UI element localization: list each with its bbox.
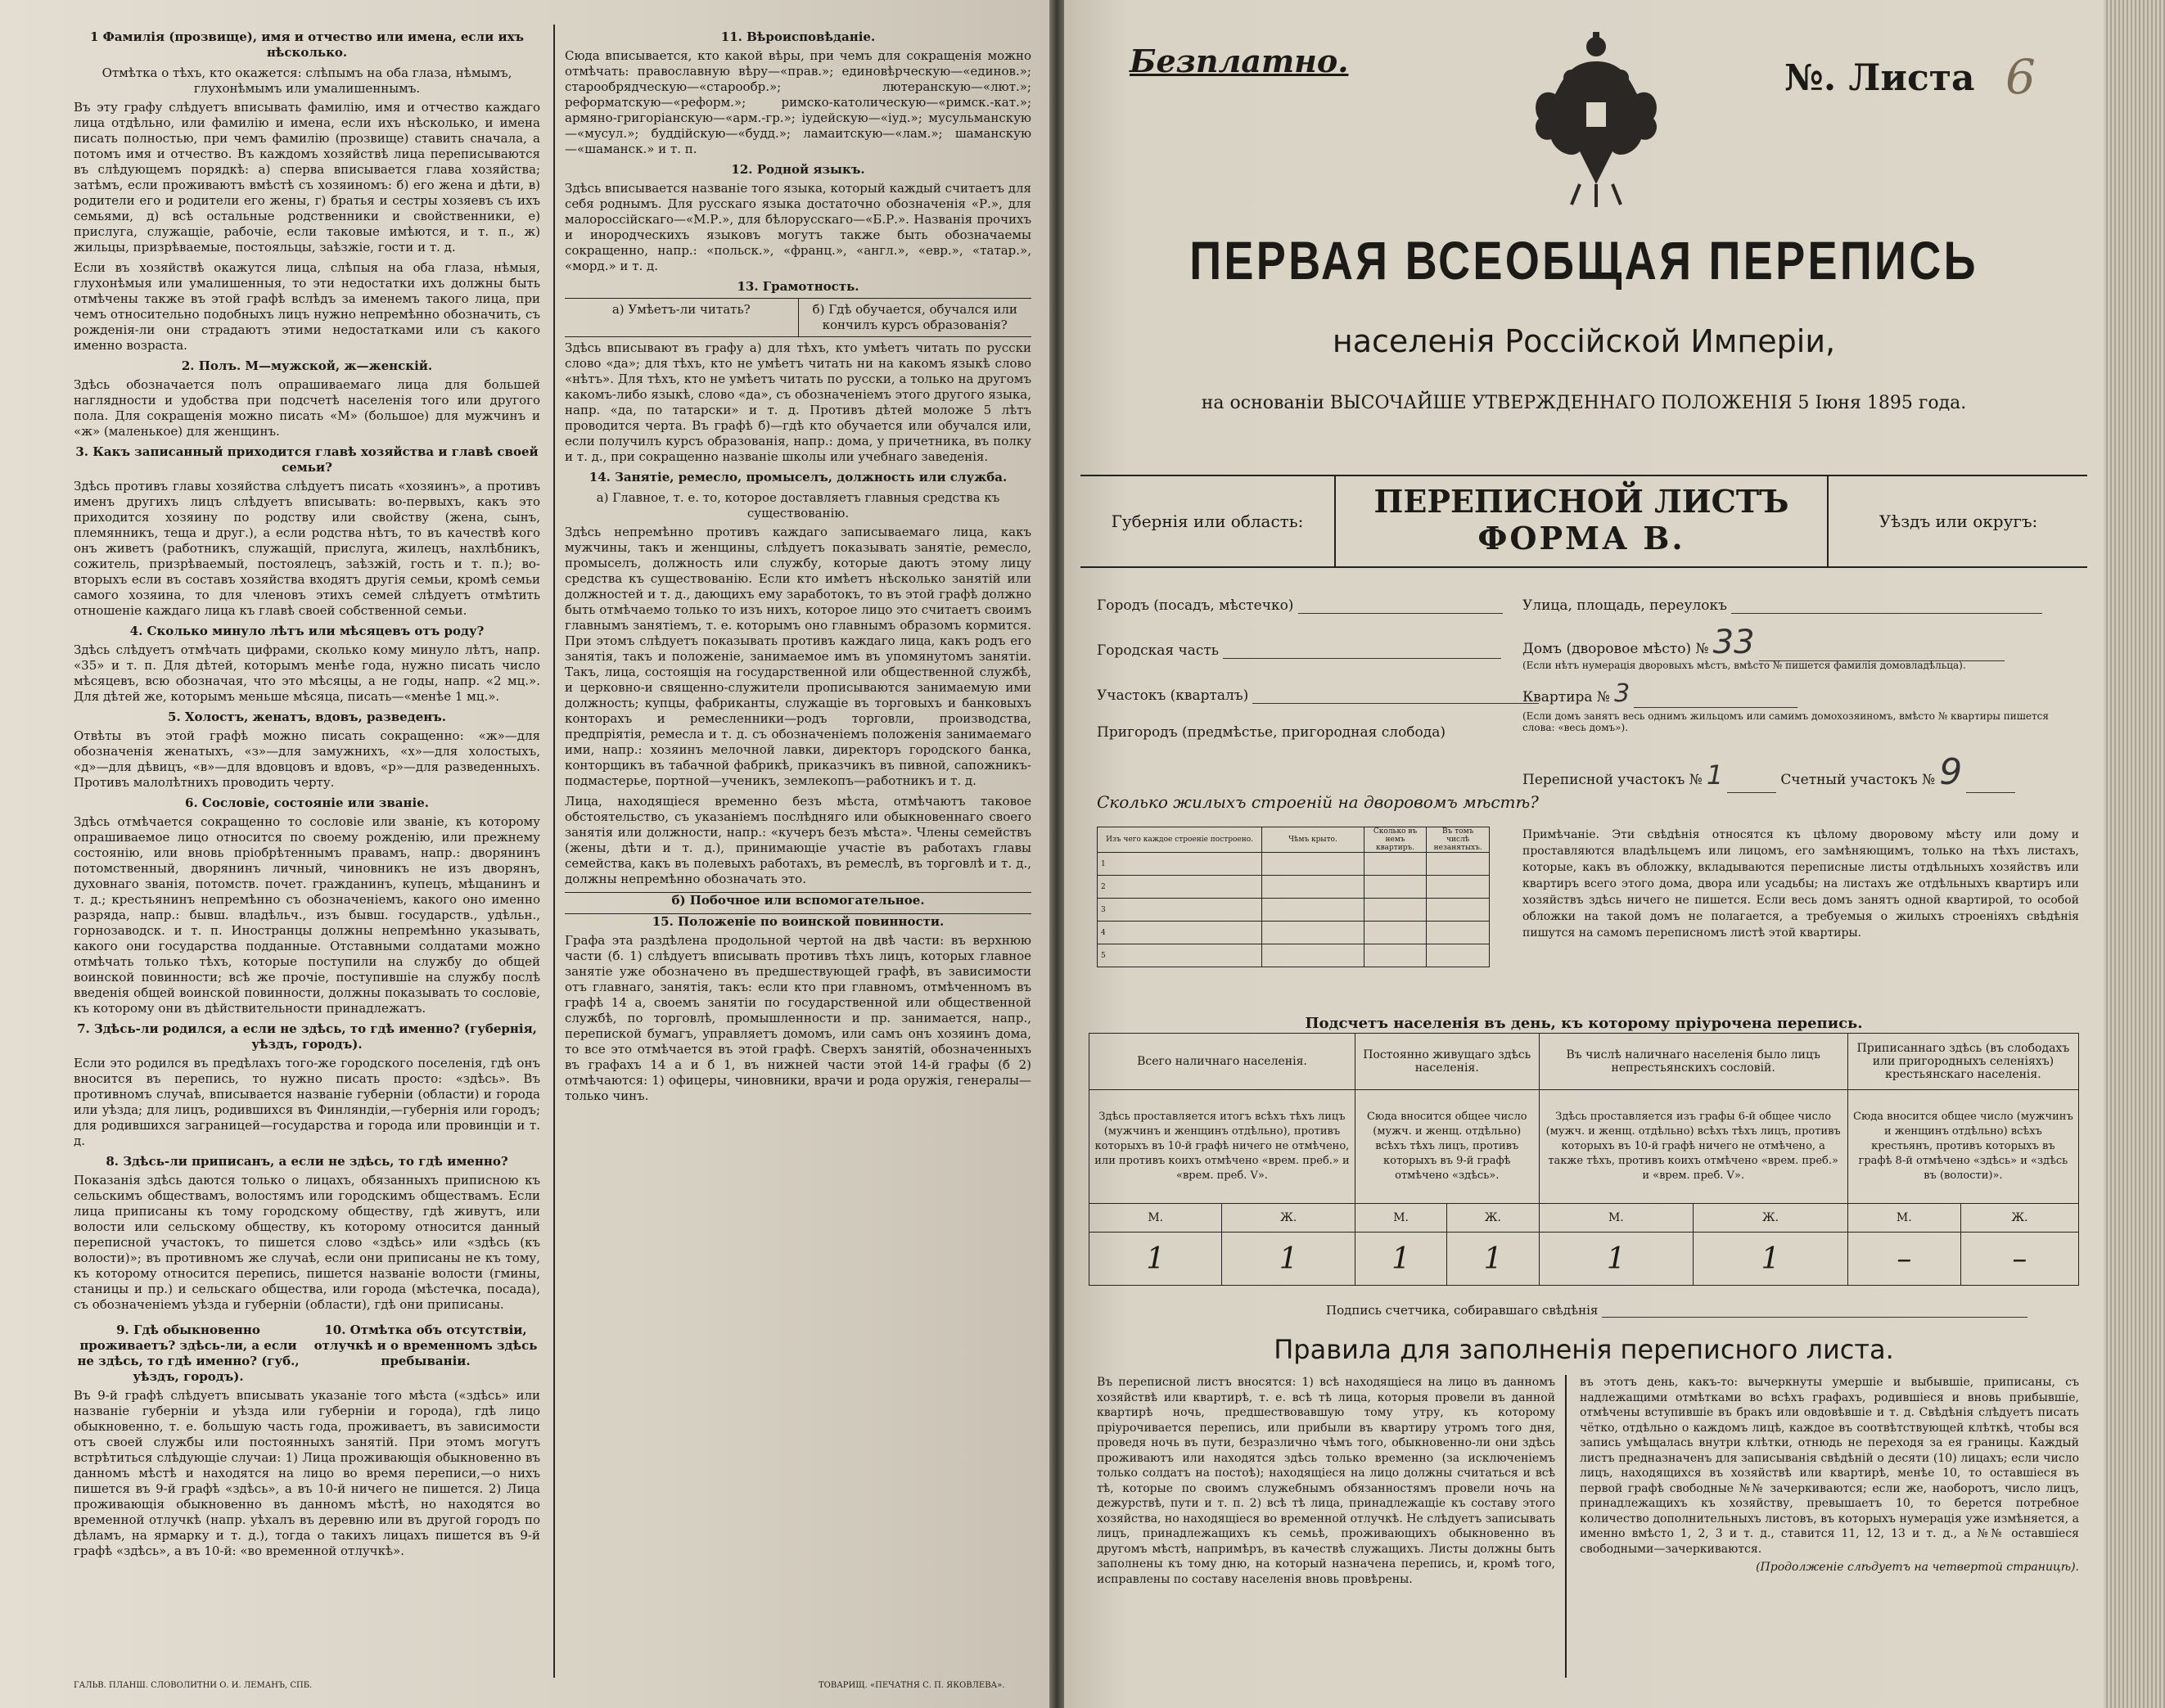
table-row bbox=[1098, 922, 1490, 944]
q14-heading: 14. Занятіе, ремесло, промыселъ, должность или служба. bbox=[589, 470, 1008, 484]
q8-heading: 8. Здѣсь-ли приписанъ, а если не здѣсь, то гдѣ именно? bbox=[106, 1154, 508, 1169]
q4-text: Здѣсь слѣдуетъ отмѣчать цифрами, сколько кому минуло лѣтъ, напр. «35» и т. п. Для дѣтей, которымъ менѣе года, нужно писать число мѣсяцевъ, всю обозначая, что это мѣсяцы, а не годы, напр. «2 мц.». Для дѣтей же, которымъ меньше мѣсяца, писать—«менѣе 1 мц.». bbox=[74, 642, 540, 704]
house-field[interactable] bbox=[1522, 624, 2005, 661]
male-label: М. bbox=[1355, 1204, 1446, 1233]
signature-field[interactable] bbox=[1326, 1303, 2027, 1318]
table-cell[interactable] bbox=[1364, 922, 1427, 944]
q3-text: Здѣсь противъ главы хозяйства слѣдуетъ писать «хозяинъ», а противъ именъ другихъ лицъ слѣдуетъ вписывать: во-первыхъ, какъ это приходится хозяину по родству или свойству (жена, сынъ, племянникъ, теща и друг.), а если родства нѣтъ, то въ качествѣ кого онъ живетъ (работникъ, служащій, прислуга, жилецъ, нахлѣбникъ, сожитель, призрѣваемый, постоялецъ, заѣзжій, гость и т. п.); во-вторыхъ если въ составъ хозяйства входятъ другія семьи, кромѣ семьи самого хозяина, то для членовъ этихъ семей слѣдуетъ отмѣтить отношеніе каждаго лица къ главѣ своей собственной семьи. bbox=[74, 479, 540, 618]
rules-right-text: въ этотъ день, какъ-то: вычеркнуты умершіе и выбывшіе, приписаны, съ надлежащими отмѣтками во всѣхъ графахъ, родившіеся и вновь прибывшіе, отмѣчены вступившіе въ бракъ или овдовѣвшіе и т. д. Свѣдѣнія слѣдуетъ писать чётко, отдѣльно о каждомъ лицѣ, каждое въ соотвѣтствующей клѣткѣ, чтобы вся запись умѣщалась внутри клѣтки, отнюдь не переходя за ея границы. Каждый листъ предназначенъ для записыванія свѣдѣній о десяти (10) лицахъ; если число лицъ, находящихся въ хозяйствѣ или квартирѣ, менѣе 10, то оставшіеся въ первой графѣ свободные №№ зачеркиваются; если же, наоборотъ, число лицъ, принадлежащихъ къ хозяйству, превышаетъ 10, то берется потребное количество дополнительныхъ листовъ, въ которыхъ нумерація уже измѣняется, а именно вмѣсто 1, 2, 3 и т. д., ставится 11, 12, 13 и т. д., а №№ оставшіеся свободными—зачеркиваются. bbox=[1580, 1376, 2079, 1556]
q8-text: Показанія здѣсь даются только о лицахъ, обязанныхъ приписною къ сельскимъ обществамъ, волостямъ или городскимъ обществамъ. Если лица приписаны къ тому городскому обществу, гдѣ живутъ, или волости или сельскому обществу, къ которому относится данный переписной участокъ, то пишется слово «здѣсь» или «здѣсь (къ волости)»; въ противномъ же случаѣ, если они приписаны не къ тому, къ которому относится перепись, пишется названіе волости (гмины, станицы и пр.) и сельскаго общества, или города (мѣстечка, посада), съ обозначеніемъ уѣзда и губерніи (области), гдѣ они приписаны. bbox=[74, 1173, 540, 1312]
q4-heading: 4. Сколько минуло лѣтъ или мѣсяцевъ отъ роду? bbox=[129, 624, 485, 638]
q13a-subheading: а) Умѣетъ-ли читать? bbox=[565, 299, 799, 336]
table-cell[interactable] bbox=[1364, 853, 1427, 876]
q5-heading: 5. Холостъ, женатъ, вдовъ, разведенъ. bbox=[168, 710, 446, 724]
q6-heading: 6. Сословіе, состояніе или званіе. bbox=[185, 795, 429, 810]
row-number: 1 bbox=[1098, 853, 1262, 876]
count-value[interactable]: 1 bbox=[1447, 1233, 1539, 1286]
signature-line bbox=[1602, 1304, 2027, 1318]
sheet-number-label: №. Листа bbox=[1784, 57, 1975, 99]
buildings-question: Сколько жилыхъ строеній на дворовомъ мѣстѣ? bbox=[1097, 792, 1539, 812]
table-cell[interactable] bbox=[1364, 876, 1427, 899]
q14a-subheading: а) Главное, т. е. то, которое доставляетъ главныя средства къ существованію. bbox=[596, 490, 1000, 521]
buildings-table-header bbox=[1098, 827, 1490, 853]
rules-right-column bbox=[1580, 1375, 2079, 1575]
count-desc-present: Здѣсь проставляется итогъ всѣхъ тѣхъ лицъ (мужчинъ и женщинъ отдѣльно), противъ которыхъ въ 10-й графѣ ничего не отмѣчено, или противъ коихъ отмѣчено «врем. преб.» и «врем. преб. V». bbox=[1089, 1090, 1355, 1204]
table-row bbox=[1098, 853, 1490, 876]
q9-heading: 9. Гдѣ обыкновенно проживаетъ? здѣсь-ли, а если не здѣсь, то гдѣ именно? (губ., уѣздъ, городъ). bbox=[77, 1323, 300, 1384]
block-line bbox=[1252, 690, 1539, 704]
female-label: Ж. bbox=[1694, 1204, 1848, 1233]
house-hint: (Если нѣтъ нумерація дворовыхъ мѣстъ, вмѣсто № пишется фамилія домовладѣльца). bbox=[1522, 660, 1966, 671]
form-title-block bbox=[1336, 476, 1829, 566]
table-row bbox=[1098, 876, 1490, 899]
city-part-field[interactable] bbox=[1097, 642, 1501, 659]
free-label: Безплатно. bbox=[1130, 43, 1349, 79]
q3-heading: 3. Какъ записанный приходится главѣ хозяйства и главѣ своей семьи? bbox=[75, 444, 539, 475]
count-sex-row bbox=[1089, 1204, 2079, 1233]
table-cell[interactable] bbox=[1262, 876, 1364, 899]
table-row bbox=[1098, 899, 1490, 922]
q15-text: Графа эта раздѣлена продольной чертой на двѣ части: въ верхнюю части (б. 1) слѣдуетъ вписывать противъ тѣхъ лицъ, которых главное занятіе уже обозначено въ предшествующей графѣ, въ зависимости отъ главнаго, занятія, такъ: если кто при главномъ, отмѣченномъ въ графѣ 14 а, своемъ занятіи по государственной или общественной службѣ, по торговлѣ, промышленности и пр. занимается, напр., перепиской бумагъ, управляетъ домомъ, или самъ онъ хозяинъ дома, то все это отмѣчается въ этой графѣ. Сверхъ занятій, обозначенныхъ въ графахъ 14 а и б 1, въ нижней части этой 14-й графы (б 2) отмѣчаются: 1) офицеры, чиновники, врачи и рода оружія, генералы—только чинъ. bbox=[565, 933, 1031, 1103]
count-value[interactable]: – bbox=[1960, 1233, 2078, 1286]
city-part-line bbox=[1223, 645, 1501, 659]
count-title: Подсчетъ населенія въ день, къ которому пріурочена перепись. bbox=[1305, 1015, 1863, 1032]
house-number-value: 33 bbox=[1712, 624, 1755, 661]
rules-left-column: Въ переписной листъ вносятся: 1) всѣ находящіеся на лицо въ данномъ хозяйствѣ или квартирѣ, т. е. всѣ тѣ лица, которыя провели въ данной квартирѣ ночь, предшествовавшую тому утру, къ которому пріурочивается перепись, или прибыли въ квартиру утромъ того дня, проведя ночь въ пути, безразлично чѣмъ того, обыкновенно-ли они здѣсь проживаютъ или находятся здѣсь только временно (за исключеніемъ только солдатъ на постоѣ); находящіеся на лицо должны считаться и всѣ тѣ, которые по своимъ служебнымъ обязанностямъ провели ночь на дежурствѣ, пути и т. п. 2) всѣ тѣ лица, принадлежащіе къ составу этого хозяйства, но находящіеся во временной отлучкѣ. Не слѣдуетъ записывать лицъ, принадлежащихъ къ семьѣ, проживающихъ обыкновенно въ другомъ мѣстѣ, напримѣръ, въ качествѣ служащихъ. Листы должны быть заполнены къ тому дню, на который назначена перепись, и, кромѣ того, исправлены по составу населенія вновь провѣрены. bbox=[1097, 1376, 1555, 1586]
form-letter: ФОРМА В. bbox=[1477, 520, 1685, 557]
rules-divider bbox=[1565, 1375, 1567, 1678]
row-number: 4 bbox=[1098, 922, 1262, 944]
page-edges bbox=[2104, 0, 2165, 1708]
left-column-a bbox=[74, 25, 540, 1564]
q11-text: Сюда вписывается, кто какой вѣры, при чемъ для сокращенія можно отмѣчать: православную вѣру—«прав.»; единовѣрческую—«единов.»; старообрядческую—«старообр.»; лютеранскую—«лют.»; реформатскую—«реформ.»; римско-католическую—«римск.-кат.»; армяно-григоріанскую—«арм.-гр.»; іудейскую—«іуд.»; мусульманскую—«мусул.»; буддійскую—«будд.»; ламаитскую—«лам.»; шаманскую—«шаманск.» и т. п. bbox=[565, 48, 1031, 156]
q14b-heading: б) Побочное или вспомогательное. bbox=[565, 892, 1031, 908]
male-label: М. bbox=[1847, 1204, 1960, 1233]
q12-text: Здѣсь вписывается названіе того языка, который каждый считаетъ для себя роднымъ. Для русскаго языка достаточно обозначенія «Р.», для малороссійскаго—«М.Р.», для бѣлорусскаго—«Б.Р.». Названія прочихъ и инородческихъ языковъ могутъ также быть обозначаемы сокращенно, напр.: «польск.», «франц.», «англ.», «евр.», «татар.», «морд.» и т. д. bbox=[565, 181, 1031, 273]
table-cell[interactable] bbox=[1427, 922, 1490, 944]
apartment-field[interactable] bbox=[1522, 679, 1797, 708]
street-line bbox=[1731, 600, 2042, 614]
double-headed-eagle-icon bbox=[1522, 29, 1670, 209]
count-value[interactable]: 1 bbox=[1355, 1233, 1446, 1286]
buildings-note: Примѣчаніе. Эти свѣдѣнія относятся къ цѣлому дворовому мѣсту или дому и проставляются владѣльцемъ или лицомъ, его замѣняющимъ, только на тѣхъ листахъ, которые, какъ въ обложку, вкладываются переписные листы отдѣльныхъ хозяйствъ или квартиръ всего этого дома, двора или усадьбы; на листахъ же отдѣльныхъ квартиръ или хозяйствъ здѣсь ничего не пишется. Если весь домъ занятъ одной квартирой, то особой обложки на такой домъ не полагается, а требуемыя о жилыхъ строеніяхъ свѣдѣнія пишутся на самомъ переписномъ листѣ этой квартиры. bbox=[1522, 828, 2079, 940]
count-value[interactable]: 1 bbox=[1089, 1233, 1222, 1286]
city-part-label: Городская часть bbox=[1097, 642, 1220, 659]
street-field[interactable] bbox=[1522, 597, 2042, 614]
row-number: 5 bbox=[1098, 944, 1262, 967]
census-district-value: 1 bbox=[1706, 759, 1724, 791]
female-label: Ж. bbox=[1222, 1204, 1355, 1233]
count-value[interactable]: 1 bbox=[1694, 1233, 1848, 1286]
q1-text-2: Если въ хозяйствѣ окажутся лица, слѣпыя на оба глаза, нѣмыя, глухонѣмыя или умалишенныя, то эти недостатки ихъ должны быть отмѣчены также въ этой графѣ вслѣдъ за именемъ такого лица, при чемъ относительно подобныхъ лицъ нужно непремѣнно обозначить, съ рожденія-ли они страдаютъ этими недостатками или съ какого именно возраста. bbox=[74, 260, 540, 353]
count-header-row bbox=[1089, 1034, 2079, 1090]
count-header-present: Всего наличнаго населенія. bbox=[1089, 1034, 1355, 1090]
q6-text: Здѣсь отмѣчается сокращенно то сословіе или званіе, къ которому опрашиваемое лицо относится по своему рожденію, или прежнему состоянію, или вновь пріобрѣтеннымъ правамъ, напр.: дворянинъ потомственный, дворянинъ личный, чиновникъ не изъ дворянъ, духовнаго званія, потомств. почет. гражданинъ, купецъ, мѣщанинъ и т. д.; крестьянинъ непремѣнно съ обозначеніемъ, какого оно именно разряда, напр.: бывш. владѣльч., изъ бывш. государств., удѣльн., горнозаводск. и т. п. Иностранцы должны непремѣнно указывать, какого они государства подданные. Отставными солдатами можно отмѣчать только тѣхъ, которые поступили на службу до общей воинской повинности; всѣ же прочіе, поступившіе на службу послѣ введенія общей воинской повинности, должны показывать то сословіе, къ которому они въ дѣйствительности принадлежатъ. bbox=[74, 814, 540, 1016]
city-line bbox=[1298, 600, 1503, 614]
province-field[interactable]: Губернія или область: bbox=[1080, 476, 1336, 566]
counting-district-line bbox=[1966, 779, 2015, 793]
count-values-row bbox=[1089, 1233, 2079, 1286]
q11-heading: 11. Вѣроисповѣданіе. bbox=[720, 29, 876, 44]
table-cell[interactable] bbox=[1364, 899, 1427, 922]
counting-district-value: 9 bbox=[1939, 751, 1963, 793]
count-value[interactable]: 1 bbox=[1222, 1233, 1355, 1286]
q13-text: Здѣсь вписывают въ графу а) для тѣхъ, кто умѣетъ читать по русски слово «да»; для тѣхъ, кто не умѣетъ читать ни на какомъ языкѣ слово «нѣтъ». Для тѣхъ, кто не умѣетъ читать по русски, а только на другомъ какомъ-либо языкѣ, слово «да», съ обозначеніемъ этого другого языка, напр. «да, по татарски» и т. д. Противъ дѣтей моложе 5 лѣтъ проводится черта. Въ графѣ б)—гдѣ кто обучается или обучался или, если получилъ курсъ образованія, напр.: дома, у причетника, въ полку и т. д., при сокращенно названіе школы или учебнаго заведенія. bbox=[565, 340, 1031, 464]
table-cell[interactable] bbox=[1427, 853, 1490, 876]
left-page bbox=[0, 0, 1049, 1708]
q1-heading: 1 Фамилія (прозвище), имя и отчество или имена, если ихъ нѣсколько. bbox=[89, 29, 525, 60]
q9-q10-headings bbox=[74, 1318, 540, 1388]
page-subtitle: населенія Россійской Имперіи, bbox=[1332, 323, 1836, 359]
row-number: 2 bbox=[1098, 876, 1262, 899]
count-desc-permanent: Сюда вносится общее число (мужч. и женщ. отдѣльно) всѣхъ тѣхъ лицъ, противъ которыхъ въ 9-й графѣ отмѣчено «здѣсь». bbox=[1355, 1090, 1539, 1204]
male-label: М. bbox=[1539, 1204, 1694, 1233]
suburb-label: Пригородъ (предмѣстье, пригородная слобода) bbox=[1097, 724, 1446, 741]
form-header-box bbox=[1080, 475, 2087, 568]
city-label: Городъ (посадъ, мѣстечко) bbox=[1097, 597, 1294, 614]
column-divider bbox=[553, 25, 555, 1678]
table-cell[interactable] bbox=[1427, 876, 1490, 899]
right-page bbox=[1064, 0, 2104, 1708]
population-count-table bbox=[1089, 1033, 2079, 1286]
count-description-row bbox=[1089, 1090, 2079, 1204]
apartment-line bbox=[1634, 694, 1797, 708]
count-header-peasant: Приписаннаго здѣсь (въ слободахъ или пригородныхъ селеніяхъ) крестьянскаго населенія. bbox=[1847, 1034, 2078, 1090]
q14-text: Здѣсь непремѣнно противъ каждаго записываемаго лица, какъ мужчины, такъ и женщины, слѣдуетъ показывать занятіе, ремесло, промыселъ, должность или службу, которые даютъ этому лицу средства къ существованію. Если кто имѣетъ нѣсколько занятій или должностей и т. д., дающихъ ему заработокъ, то въ этой графѣ должно быть отмѣчаемо только то изъ нихъ, которое лицо это считаетъ своимъ главнымъ занятіемъ, т. е. которымъ оно главнымъ образомъ кормится. При этомъ слѣдуетъ показывать противъ каждаго лица, какъ родъ его занятія, такъ и положеніе, занимаемое имъ въ упомянутомъ занятіи. Такъ, лица, состоящія на государственной или общественной службѣ, и церковно-и священно-служители прописываются занимаемую ими должность; купцы, фабриканты, служащіе въ торговыхъ и банковыхъ конторахъ и ремесленники—родъ торговли, производства, предпріятія, ремесла и т. д. съ обозначеніемъ положенія занимаемаго ими, напр.: хозяинъ мелочной лавки, директоръ городского банка, конторщикъ въ табачной фабрикѣ, приказчикъ въ пивной, сапожникъ-подмастерье, портной—ученикъ, землекопъ—работникъ и т. д. bbox=[565, 525, 1031, 788]
table-cell[interactable] bbox=[1427, 899, 1490, 922]
page-title: ПЕРВАЯ ВСЕОБЩАЯ ПЕРЕПИСЬ bbox=[1189, 230, 1978, 291]
sheet-number-handwritten: 6 bbox=[2005, 49, 2036, 105]
left-printer-note: ГАЛЬВ. ПЛАНШ. СЛОВОЛИТНИ О. И. ЛЕМАНЪ, СПБ. bbox=[74, 1681, 313, 1690]
count-desc-peasant: Сюда вносится общее число (мужчинъ и женщинъ отдѣльно) всѣхъ крестьянъ, противъ которыхъ въ графѣ 8-й отмѣчено «здѣсь» и «здѣсь въ (волости)». bbox=[1847, 1090, 2078, 1204]
q13-heading: 13. Грамотность. bbox=[737, 279, 859, 294]
male-label: М. bbox=[1089, 1204, 1222, 1233]
count-value[interactable]: 1 bbox=[1539, 1233, 1694, 1286]
q7-text: Если это родился въ предѣлахъ того-же городского поселенія, гдѣ онъ вносится въ перепись, то нужно писать просто: «здѣсь». Въ противномъ случаѣ, вписывается названіе губерніи (области) и города или уѣзда; для лицъ, родившихся въ Финляндіи,—губернія или городъ; для родившихся заграницей—государства и города или провинціи и т. д. bbox=[74, 1056, 540, 1148]
buildings-header-vacant: Въ томъ числѣ незанятыхъ. bbox=[1427, 827, 1490, 853]
form-title: ПЕРЕПИСНОЙ ЛИСТЪ bbox=[1373, 483, 1789, 520]
table-cell[interactable] bbox=[1262, 922, 1364, 944]
rules-continued: (Продолженіе слѣдуетъ на четвертой страницѣ). bbox=[1756, 1561, 2079, 1574]
left-column-b bbox=[565, 25, 1031, 1109]
buildings-header-apartments: Сколько въ немъ квартиръ. bbox=[1364, 827, 1427, 853]
count-desc-non-peasant: Здѣсь проставляется изъ графы 6-й общее число (мужч. и женщ. отдѣльно) всѣхъ тѣхъ лицъ, противъ которыхъ въ 10-й графѣ ничего не отмѣчено, а также тѣхъ, противъ коихъ отмѣчено «врем. преб.» и «врем. преб. V». bbox=[1539, 1090, 1847, 1204]
left-printer-note-2: ТОВАРИЩ. «ПЕЧАТНЯ С. П. ЯКОВЛЕВА». bbox=[819, 1681, 1005, 1690]
suburb-field[interactable] bbox=[1097, 724, 1446, 741]
table-cell[interactable] bbox=[1262, 853, 1364, 876]
street-label: Улица, площадь, переулокъ bbox=[1522, 597, 1727, 614]
q14-text-2: Лица, находящіеся временно безъ мѣста, отмѣчаютъ таковое обстоятельство, съ указаніемъ послѣдняго или обыкновеннаго своего занятія или должности, напр.: «кучеръ безъ мѣста». Члены семействъ (жены, дѣти и т. д.), принимающіе участіе въ работахъ главы семейства, какъ въ полевыхъ работахъ, въ ремеслѣ, въ торговлѣ и т. д., должны непремѣнно обозначать это. bbox=[565, 794, 1031, 886]
q10-heading: 10. Отмѣтка объ отсутствіи, отлучкѣ и о временномъ здѣсь пребываніи. bbox=[313, 1323, 538, 1368]
rules-title: Правила для заполненія переписного листа. bbox=[1274, 1334, 1894, 1365]
legal-basis: на основаніи ВЫСОЧАЙШЕ УТВЕРЖДЕННАГО ПОЛОЖЕНІЯ 5 Іюня 1895 года. bbox=[1201, 393, 1967, 413]
buildings-header-material: Изъ чего каждое строеніе построено. bbox=[1098, 827, 1262, 853]
q15-heading: 15. Положеніе по воинской повинности. bbox=[565, 913, 1031, 930]
counting-district-label: Счетный участокъ № bbox=[1780, 772, 1936, 788]
q13b-subheading: б) Гдѣ обучается, обучался или кончилъ курсъ образованія? bbox=[812, 302, 1017, 332]
table-cell[interactable] bbox=[1262, 899, 1364, 922]
city-field[interactable] bbox=[1097, 597, 1503, 614]
female-label: Ж. bbox=[1447, 1204, 1539, 1233]
q12-heading: 12. Родной языкъ. bbox=[731, 162, 865, 177]
block-label: Участокъ (кварталъ) bbox=[1097, 687, 1249, 704]
buildings-header-roof: Чѣмъ крыто. bbox=[1262, 827, 1364, 853]
q7-heading: 7. Здѣсь-ли родился, а если не здѣсь, то гдѣ именно? (губернія, уѣздъ, городъ). bbox=[77, 1021, 537, 1052]
table-row bbox=[1098, 944, 1490, 967]
count-header-permanent: Постоянно живущаго здѣсь населенія. bbox=[1355, 1034, 1539, 1090]
table-cell[interactable] bbox=[1427, 944, 1490, 967]
census-district-line bbox=[1727, 779, 1776, 793]
table-cell[interactable] bbox=[1364, 944, 1427, 967]
q1-text: Въ эту графу слѣдуетъ вписывать фамилію, имя и отчество каждаго лица отдѣльно, или фамилію и имена, если ихъ нѣсколько, и имена писать полностью, при чемъ фамилію (прозвище) ставить сначала, а потомъ имя и отчество. Въ каждомъ хозяйствѣ лица переписываются въ слѣдующемъ порядкѣ: а) сперва вписывается глава хозяйства; затѣмъ, если проживаютъ вмѣстѣ съ хозяиномъ: б) его жена и дѣти, в) родители его и родители его жены, г) братья и сестры хозяевъ съ ихъ семьями, д) всѣ остальные родственники и свойственники, е) прислуга, служащіе, рабочіе, если таковые имѣются, и т. п., ж) жильцы, призрѣваемые, постояльцы, заѣзжіе, гости и т. д. bbox=[74, 100, 540, 255]
q1-subheading: Отмѣтка о тѣхъ, кто окажется: слѣпымъ на оба глаза, нѣмымъ, глухонѣмымъ или умалишеннымъ. bbox=[101, 65, 512, 96]
q9-text: Въ 9-й графѣ слѣдуетъ вписывать указаніе того мѣста («здѣсь» или названіе губерніи и уѣзда или губерніи и города), гдѣ лицо обыкновенно, т. е. большую часть года, проживаетъ, въ зависимости отъ своей службы или постоянныхъ занятій. При этомъ могутъ встрѣтиться слѣдующіе случаи: 1) Лица проживающія обыкновенно въ данномъ мѣстѣ и находятся на лицо во время переписи,—о нихъ пишется въ 9-й графѣ «здѣсь», а въ 10-й ничего не пишется. 2) Лица проживающія обыкновенно въ данномъ мѣстѣ, но находятся во временной отлучкѣ (напр. уѣхалъ въ деревню или въ другой городъ по дѣламъ, на ярмарку и т. д.), тогда о такихъ лицахъ пишется въ 9-й графѣ «здѣсь», а въ 10-й: «во временной отлучкѣ». bbox=[74, 1388, 540, 1558]
q2-heading: 2. Полъ. М—мужской, ж—женскій. bbox=[181, 358, 433, 373]
row-number: 3 bbox=[1098, 899, 1262, 922]
house-label: Домъ (дворовое мѣсто) № bbox=[1522, 641, 1709, 657]
census-district-field[interactable] bbox=[1522, 751, 2015, 793]
q13-subheads bbox=[565, 298, 1031, 337]
apartment-label: Квартира № bbox=[1522, 689, 1610, 705]
count-header-non-peasant: Въ числѣ наличнаго населенія было лицъ непрестьянскихъ сословій. bbox=[1539, 1034, 1847, 1090]
district-field[interactable]: Уѣздъ или округъ: bbox=[1879, 511, 2038, 531]
census-district-label: Переписной участокъ № bbox=[1522, 772, 1703, 788]
book-gutter bbox=[1049, 0, 1064, 1708]
buildings-table bbox=[1097, 827, 1490, 967]
q2-text: Здѣсь обозначается полъ опрашиваемаго лица для большей наглядности и удобства при подсчетѣ населенія того или другого пола. Для сокращенія можно писать «М» (большое) для мужчинъ и «ж» (маленькое) для женщинъ. bbox=[74, 377, 540, 439]
apartment-hint: (Если домъ занятъ весь однимъ жильцомъ или самимъ домохозяиномъ, вмѣсто № квартиры пишется слова: «весь домъ»). bbox=[1522, 710, 2049, 733]
block-field[interactable] bbox=[1097, 687, 1539, 704]
count-value[interactable]: – bbox=[1847, 1233, 1960, 1286]
signature-label: Подпись счетчика, собиравшаго свѣдѣнія bbox=[1326, 1303, 1599, 1318]
female-label: Ж. bbox=[1960, 1204, 2078, 1233]
table-cell[interactable] bbox=[1262, 944, 1364, 967]
q5-text: Отвѣты въ этой графѣ можно писать сокращенно: «ж»—для обозначенія женатыхъ, «з»—для замужнихъ, «х»—для холостыхъ, «д»—для дѣвицъ, «в»—для вдовцовъ и вдовъ, «р»—для разведенныхъ. Противъ малолѣтнихъ проводить черту. bbox=[74, 728, 540, 790]
apartment-number-value: 3 bbox=[1614, 679, 1631, 708]
